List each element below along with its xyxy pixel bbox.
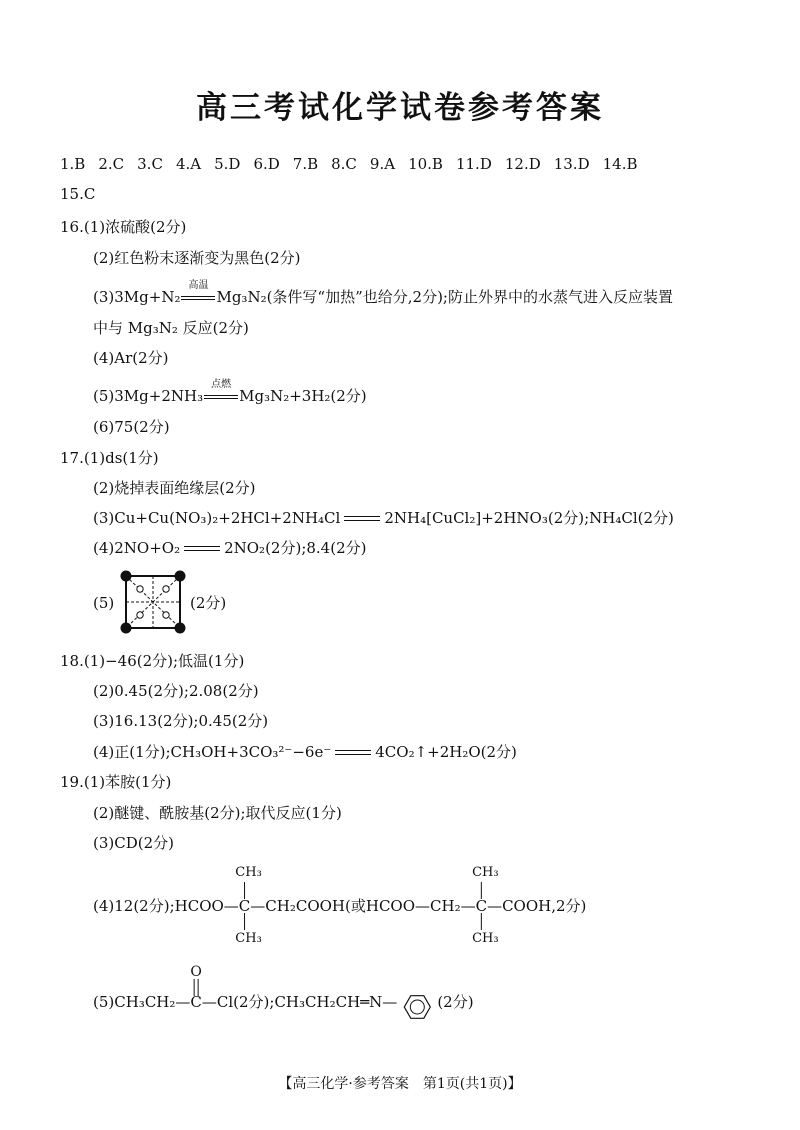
page-title: 高三考试化学试卷参考答案 (196, 90, 604, 126)
q19-part4-text-a: (4)12(2分);HCOO— (93, 897, 239, 915)
methyl-top-1: CH₃ (235, 865, 262, 880)
q17-part5-label: (5) (93, 594, 115, 612)
q17-part4-products: 2NO₂(2分);8.4(2分) (224, 539, 367, 557)
mc-answer-15: 15.C (60, 185, 96, 203)
mc-answer: 13.D (553, 155, 590, 173)
q17-part3-reactants: (3)Cu+Cu(NO₃)₂+2HCl+2NH₄Cl (93, 509, 341, 527)
q16-part3-reactants: (3)3Mg+N₂ (93, 288, 181, 306)
mc-answer: 7.B (292, 155, 319, 173)
mc-answer: 5.D (214, 155, 241, 173)
q19-part4-text-b: —CH₂COOH(或HCOO—CH₂— (250, 897, 476, 915)
mc-answer: 14.B (602, 155, 638, 173)
q17-part1: 17.(1)ds(1分) (60, 449, 159, 467)
condition-label: 高温 (188, 280, 209, 291)
q17-part3-products: 2NH₄[CuCl₂]+2HNO₃(2分);NH₄Cl(2分) (384, 509, 674, 527)
q18-part1: 18.(1)−46(2分);低温(1分) (60, 652, 245, 670)
q19-part4-text-c: —COOH,2分) (487, 897, 587, 915)
methyl-top-2: CH₃ (472, 865, 499, 880)
q19-part5-text-a: (5)CH₃CH₂— (93, 993, 191, 1011)
q17-part4-reactants: (4)2NO+O₂ (93, 539, 181, 557)
mc-answer: 1.B (60, 155, 86, 173)
q16-part3-cont: 中与 Mg₃N₂ 反应(2分) (93, 319, 249, 337)
methyl-bottom-1: CH₃ (235, 931, 262, 946)
q18-part4-products: 4CO₂↑+2H₂O(2分) (375, 743, 517, 761)
carbonyl-carbon: C (190, 993, 202, 1011)
page-footer: 【高三化学·参考答案 第1页(共1页)】 (278, 1076, 522, 1092)
mc-answer: 2.C (98, 155, 125, 173)
mc-answer: 9.A (369, 155, 396, 173)
methyl-bottom-2: CH₃ (472, 931, 499, 946)
q18-part2: (2)0.45(2分);2.08(2分) (93, 682, 259, 700)
q17-part2: (2)烧掉表面绝缘层(2分) (93, 479, 256, 497)
q19-part3: (3)CD(2分) (93, 834, 174, 852)
q16-part5-reactants: (5)3Mg+2NH₃ (93, 387, 204, 405)
condition-label: 点燃 (211, 379, 232, 390)
mc-answer: 11.D (455, 155, 492, 173)
q18-part4-reactants: (4)正(1分);CH₃OH+3CO₃²⁻−6e⁻ (93, 743, 332, 761)
q16-part6: (6)75(2分) (93, 418, 170, 436)
carbonyl-oxygen: O (190, 964, 202, 980)
mc-answer: 10.B (408, 155, 443, 173)
q19-part1: 19.(1)苯胺(1分) (60, 773, 172, 791)
q19-part2: (2)醚键、酰胺基(2分);取代反应(1分) (93, 804, 342, 822)
mc-answer: 4.A (175, 155, 202, 173)
mc-answer: 6.D (253, 155, 280, 173)
q18-part3: (3)16.13(2分);0.45(2分) (93, 712, 269, 730)
q16-part3-products: Mg₃N₂(条件写“加热”也给分,2分);防止外界中的水蒸气进入反应装置 (216, 288, 673, 306)
q16-part4: (4)Ar(2分) (93, 349, 169, 367)
quaternary-carbon-2: C (475, 897, 488, 915)
q19-part5-text-b: —Cl(2分);CH₃CH₂CH═N— (201, 993, 398, 1011)
mc-answer: 3.C (137, 155, 163, 173)
q16-part2: (2)红色粉末逐渐变为黑色(2分) (93, 249, 301, 267)
q19-part5-score: (2分) (437, 993, 474, 1011)
mc-answer: 12.D (504, 155, 541, 173)
mc-answer: 8.C (331, 155, 357, 173)
q17-part5-score: (2分) (190, 594, 227, 612)
q16-part5-products: Mg₃N₂+3H₂(2分) (239, 387, 367, 405)
quaternary-carbon-1: C (238, 897, 251, 915)
q16-part1: 16.(1)浓硫酸(2分) (60, 218, 187, 236)
